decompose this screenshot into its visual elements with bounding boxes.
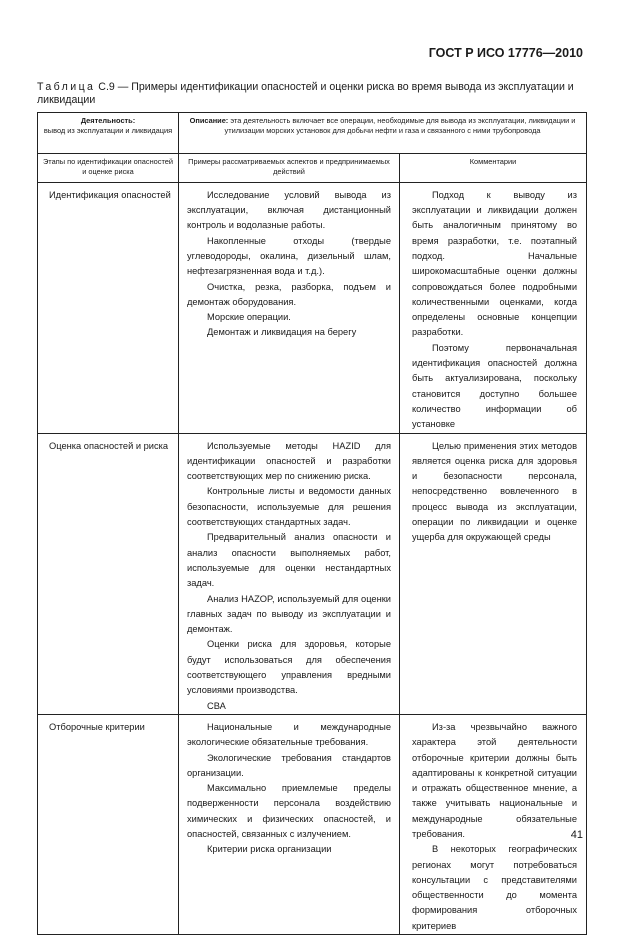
column-header-comments: Комментарии — [400, 154, 587, 183]
description-label: Описание: — [189, 116, 229, 125]
aspect-paragraph: Предварительный анализ опасности и анализ опасности выполняемых работ, используемые для оценки нестандартных задач. — [187, 532, 391, 589]
table-row — [38, 433, 587, 714]
aspect-paragraph: Используемые методы HAZID для идентификации опасностей и разработки соответствующих мер по снижению риска. — [187, 440, 391, 482]
caption-number: С.9 — [98, 81, 115, 93]
aspect-paragraph: Морские операции. — [207, 312, 291, 323]
table-head-row — [38, 113, 587, 154]
aspect-paragraph: Оценки риска для здоровья, которые будут использоваться для обеспечения соответствующего управления вредными условиями производства. — [187, 639, 391, 696]
aspect-paragraph: Контрольные листы и ведомости данных безопасности, используемые для решения соответствующих стандартных задач. — [187, 486, 391, 528]
column-header-aspects: Примеры рассматриваемых аспектов и предпринимаемых действий — [179, 154, 400, 183]
aspect-paragraph: Демонтаж и ликвидация на берегу — [207, 327, 357, 338]
aspect-paragraph: Исследование условий вывода из эксплуатации, включая дистанционный контроль и водолазные работы. — [187, 189, 391, 231]
aspect-paragraph: Анализ HAZOP, используемый для оценки главных задач по выводу из эксплуатации и демонтаж. — [187, 593, 391, 635]
comment-paragraph: Целью применения этих методов является оценка риска для здоровья и безопасности персонала, непосредственно вовлеченного в процесс вывода из эксплуатации, операции по ликвидации и оценке ущерба для окружающей среды — [412, 440, 578, 543]
activity-label: Деятельность: — [80, 116, 136, 125]
table-caption — [37, 81, 589, 107]
comments-cell — [400, 182, 587, 433]
aspect-paragraph: СВА — [207, 700, 226, 711]
table-row — [38, 182, 587, 433]
aspects-cell — [179, 714, 400, 934]
aspect-paragraph: Национальные и международные экологические обязательные требования. — [187, 721, 391, 748]
aspect-paragraph: Экологические требования стандартов организации. — [187, 752, 391, 778]
column-header-row — [38, 154, 587, 183]
stage-cell: Оценка опасностей и риска — [38, 433, 179, 714]
aspects-cell — [179, 182, 400, 433]
standard-number: ГОСТ Р ИСО 17776—2010 — [428, 46, 583, 60]
description-text: эта деятельность включает все операции, необходимые для вывода из эксплуатации, ликвидации и утилизации морских установок для добычи нефти и газа и связанного с ними трубопровода — [224, 116, 576, 136]
comments-cell — [400, 433, 587, 714]
aspects-cell — [179, 433, 400, 714]
stage-cell: Идентификация опасностей — [38, 182, 179, 433]
description-cell — [179, 113, 587, 154]
aspect-paragraph: Критерии риска организации — [207, 844, 332, 855]
aspect-paragraph: Очистка, резка, разборка, подъем и демонтаж оборудования. — [187, 281, 391, 307]
activity-cell — [38, 113, 179, 154]
stage-cell: Отборочные критерии — [38, 714, 179, 934]
comment-paragraph: Из-за чрезвычайно важного характера этой деятельности отборочные критерии должны быть адаптированы к конкретной ситуации и отражать общественное мнение, а также учитывать национальные и международные обязательные требования. — [412, 721, 578, 839]
table-row — [38, 714, 587, 934]
activity-value: вывод из эксплуатации и ликвидация — [43, 126, 173, 136]
comment-paragraph: Поэтому первоначальная идентификация опасностей должна быть актуализирована, поскольку становится доступно большее количество информации об установке — [412, 342, 578, 430]
page-number: 41 — [570, 829, 583, 841]
comments-cell — [400, 714, 587, 934]
caption-label: Таблица — [37, 81, 96, 93]
aspect-paragraph: Накопленные отходы (твердые углеводороды, окалина, дизельный шлам, нефтезагрязненная вода и т.д.). — [187, 235, 391, 277]
comment-paragraph: Подход к выводу из эксплуатации и ликвидации должен быть аналогичным принятому во время разработки, т.е. поэтапный подход. Начальные широкомасштабные оценки должны сопровождаться более подробными количественными оценками, когда определены основные концепции разработки. — [412, 189, 578, 338]
comment-paragraph: В некоторых географических регионах могут потребоваться консультации с представителями общественности до момента формирования отборочных критериев — [412, 844, 578, 931]
caption-text: — Примеры идентификации опасностей и оценки риска во время вывода из эксплуатации и ликвидации — [37, 81, 574, 106]
aspect-paragraph: Максимально приемлемые пределы подверженности персонала воздействию химических и физических опасностей, и опасностей, связанных с излучением. — [187, 783, 391, 839]
column-header-stage: Этапы по идентификации опасностей и оценке риска — [38, 154, 179, 183]
hazard-table — [37, 112, 587, 935]
